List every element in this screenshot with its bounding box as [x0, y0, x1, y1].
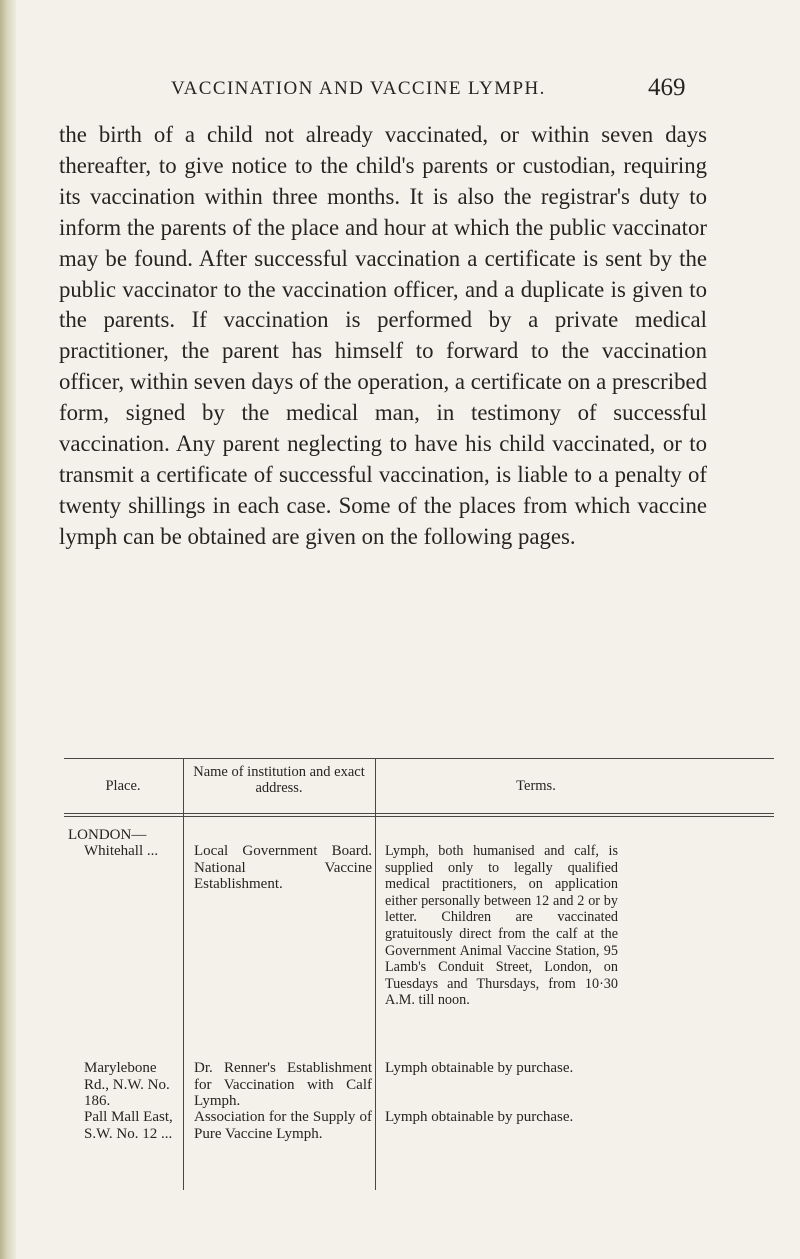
row-1-name: Local Government Board. National Vaccine Establishment.	[194, 843, 372, 893]
header-name: Name of institution and exact address.	[193, 764, 365, 796]
header-rule-2	[64, 816, 774, 817]
running-title: VACCINATION AND VACCINE LYMPH.	[171, 78, 546, 99]
body-paragraph: the birth of a child not already vaccinated, or within seven days thereafter, to give notice to the child's parents or custodian, requiring its vaccination within three months. It is also the registrar's duty to inform the parents of the place and hour at which the public vaccinator may be found. After successful vaccination a certificate is sent by the public vaccinator to the vaccination officer, and a duplicate is given to the parents. If vaccination is performed by a private medical practitioner, the parent has himself to forward to the vaccination officer, within seven days of the operation, a certificate on a prescribed form, signed by the medical man, in testimony of successful vaccination. Any parent neglecting to have his child vaccinated, or to transmit a certificate of successful vaccination, is liable to a penalty of twenty shillings in each case. Some of the places from which vaccine lymph can be obtained are given on the following pages.	[59, 122, 707, 549]
book-spine-edge	[0, 0, 16, 1259]
row-2-place: Marylebone Rd., N.W. No. 186.	[84, 1060, 170, 1110]
row-3-place: Pall Mall East, S.W. No. 12 ...	[84, 1109, 173, 1142]
row-1-terms: Lymph, both humanised and calf, is supplied only to legally qualified medical practitioners, on application either personally between 12 and 2 or by letter. Children are vaccinated gratuitously direct from the calf at the Government Animal Vaccine Station, 95 Lamb's Conduit Street, London, on Tuesdays and Thursdays, from 10·30 A.M. till noon.	[385, 843, 618, 1009]
page-header	[0, 74, 800, 114]
row-3-terms: Lymph obtainable by purchase.	[385, 1109, 574, 1125]
row-2-terms: Lymph obtainable by purchase.	[385, 1060, 574, 1076]
table-top-rule	[64, 758, 774, 759]
row-2-name: Dr. Renner's Establishment for Vaccination with Calf Lymph.	[194, 1060, 372, 1110]
header-terms: Terms.	[516, 778, 556, 794]
column-rule-2	[375, 758, 376, 1190]
header-place: Place.	[105, 778, 141, 794]
column-rule-1	[183, 758, 184, 1190]
row-1-place: Whitehall ...	[84, 843, 159, 859]
page-number: 469	[648, 74, 686, 101]
section-label: LONDON—	[68, 827, 147, 843]
header-rule-1	[64, 813, 774, 814]
row-3-name: Association for the Supply of Pure Vaccine Lymph.	[194, 1109, 372, 1142]
